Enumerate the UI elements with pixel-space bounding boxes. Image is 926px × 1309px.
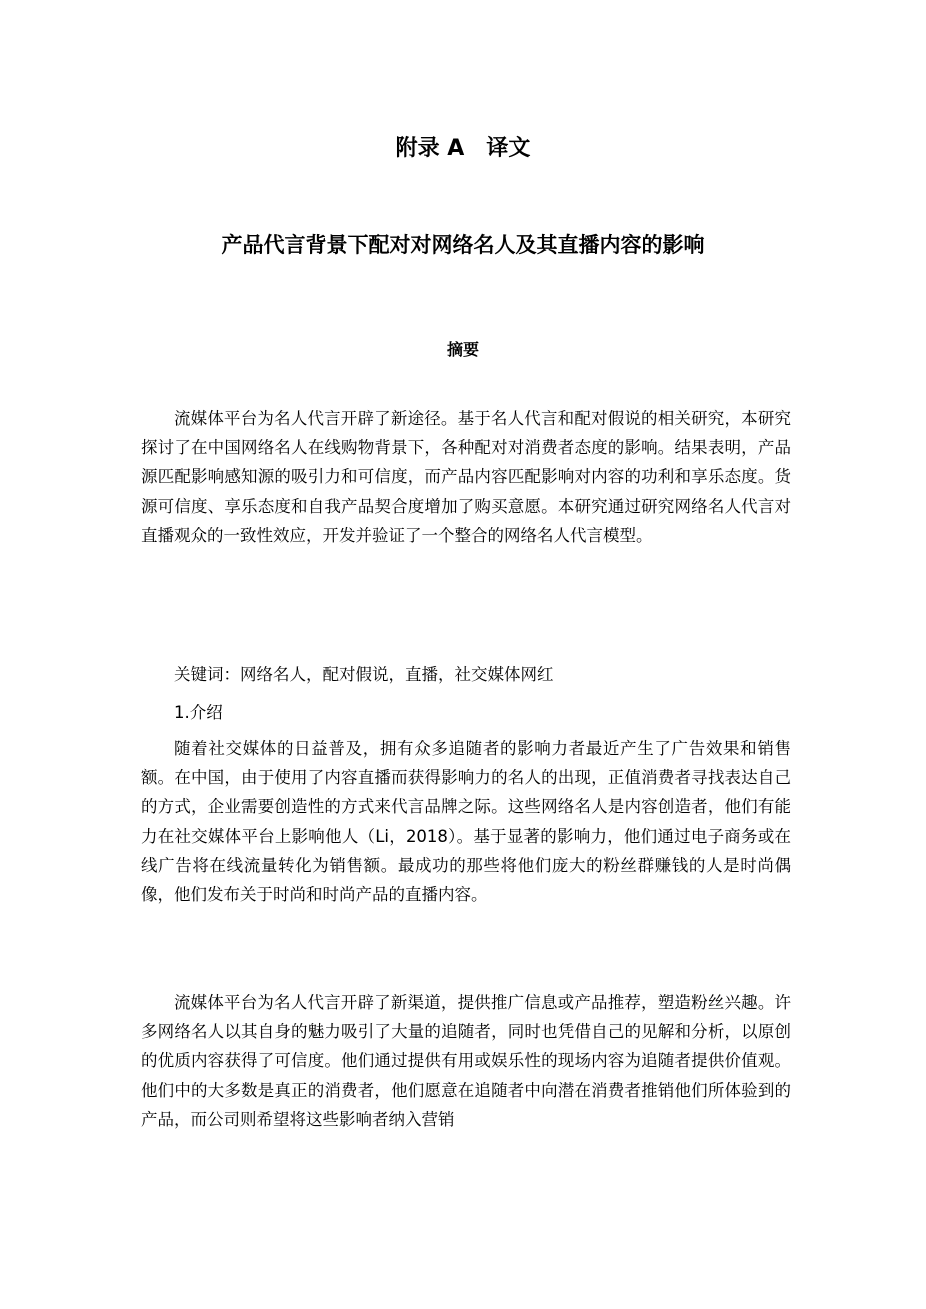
appendix-label: 附录 A <box>395 136 465 161</box>
abstract-heading: 摘要 <box>446 340 479 359</box>
intro-paragraph-1: 随着社交媒体的日益普及，拥有众多追随者的影响力者最近产生了广告效果和销售额。在中国，由于使用了内容直播而获得影响力的名人的出现，正值消费者寻找表达自己的方式，企业需要创造性的方式来代言品牌之际。这些网络名人是内容创造者，他们有能力在社交媒体平台上影响他人（Li，2018）。基于显著的影响力，他们通过电子商务或在线广告将在线流量转化为销售额。最成功的那些将他们庞大的粉丝群赚钱的人是时尚偶像，他们发布关于时尚和时尚产品的直播内容。 <box>141 739 791 905</box>
appendix-title <box>0 134 926 164</box>
appendix-title-text: 译文 <box>486 136 531 161</box>
abstract-body: 流媒体平台为名人代言开辟了新途径。基于名人代言和配对假说的相关研究，本研究探讨了在中国网络名人在线购物背景下，各种配对对消费者态度的影响。结果表明，产品源匹配影响感知源的吸引力和可信度，而产品内容匹配影响对内容的功利和享乐态度。货源可信度、享乐态度和自我产品契合度增加了购买意愿。本研究通过研究网络名人代言对直播观众的一致性效应，开发并验证了一个整合的网络名人代言模型。 <box>141 409 791 545</box>
article-title: 产品代言背景下配对对网络名人及其直播内容的影响 <box>221 233 705 257</box>
intro-paragraph-2: 流媒体平台为名人代言开辟了新渠道，提供推广信息或产品推荐，塑造粉丝兴趣。许多网络名人以其自身的魅力吸引了大量的追随者，同时也凭借自己的见解和分析，以原创的优质内容获得了可信度。他们通过提供有用或娱乐性的现场内容为追随者提供价值观。他们中的大多数是真正的消费者，他们愿意在追随者中向潜在消费者推销他们所体验到的产品，而公司则希望将这些影响者纳入营销 <box>141 993 791 1129</box>
keywords: 关键词：网络名人，配对假说，直播，社交媒体网红 <box>174 665 554 684</box>
section-heading-introduction: 1.介绍 <box>174 703 223 722</box>
